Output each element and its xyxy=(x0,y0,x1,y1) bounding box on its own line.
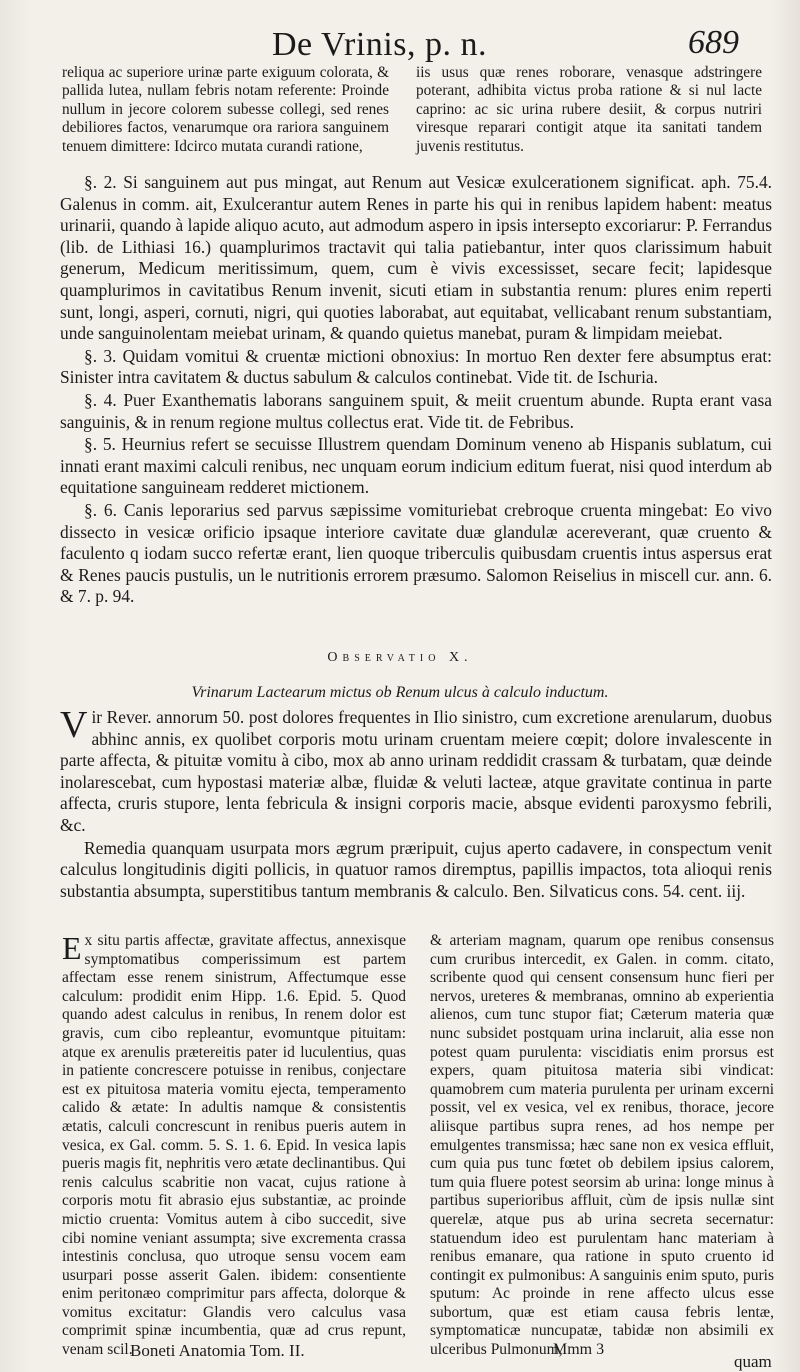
top-left-column xyxy=(62,64,389,156)
bottom-left-text: Ex situ partis affectæ, gravitate affectus, annexisque symptomatibus comperissimum est partem affectam esse renem sinistrum, Affectumque esse calculum: prodidit enim Hipp. 1.6. Epid. 5. Quod quando adest calculus in renibus, In renem dolor est gravis, cum cibo repleantur, evomuntque pituitam: atque ex arenulis prætereitis pater id luculentius, quas in patiente concrescere potuisse in renibus, conjectare est ex pituitosa materia vomitu ejecta, temperamento calido & ætate: In adultis namque & consistentis ætatis, calculi concrescunt in renibus pueris autem in vesica, ex Gal. comm. 5. S. 1. 6. Epid. In vesica lapis pueris magis fit, nephritis vero ætate declinantibus. Qui renis calculus scabritie non vacat, cujus ratione à corporis motu fit abrasio ejus substantiæ, ac proinde mictio cruenta: Vomitus autem à cibo succedit, sive cibi nomine veniant assumpta; sive excrementa crassa intestinis conclusa, quo utroque sensu vocem eam usurpari posse asserit Galen. ibidem: consentiente enim peritonæo comprimitur pars affecta, dolorque & vomitus excitatur: Glandis vero calculus vasa comprimit spinæ incumbentia, quæ ad crus repunt, venam scil. xyxy=(62,930,406,1359)
footer-signature-mark: Mmm 3 xyxy=(553,1341,605,1358)
section-5: §. 5. Heurnius refert se secuisse Illustrem quendam Dominum veneno ab Hispanis sublatum, cui innati erant maximi calculi renibus, nec unquam eorum indicium editum fuerat, nisi quod interdum ab equitatione sanguineam redderet mictionem. xyxy=(60,434,772,498)
bottom-left-column xyxy=(62,932,406,1360)
section-2: §. 2. Si sanguinem aut pus mingat, aut Renum aut Vesicæ exulcerationem significat. aph. 75.4. Galenus in comm. ait, Exulcerantur autem Renes in parte his qui in renibus lapidem habent: meatus urinarii, quando à lapide aliquo acuto, aut admodum aspero in ipsis intersepto excoriarur: P. Ferrandus (lib. de Lithiasi 16.) quamplurimos tractavit qui talia patiebantur, inter quos clarissimum habuit generum, Medicum meritissimum, quem, cum è vivis excessisset, secare fecit; lapidesque quamplurimos in cavitatibus Renum invenit, sicuti etiam in substantia renum: plures enim reperti sunt, longi, asperi, cornuti, nigri, qui quoties laborabat, aut equitabat, vellicabant renum substantiam, unde sanguinolentam meiebat urinam, & quando quietus manebat, puram & limpidam meiebat. xyxy=(60,172,772,344)
observation-paragraph-2: Remedia quanquam usurpata mors ægrum præripuit, cujus aperto cadavere, in conspectum venit calculus longitudinis digiti pollicis, in quatuor ramos diremptus, papillis impactos, tota alioqui renis substantia absumpta, superstitibus tantum membranis & calculo. Ben. Silvaticus cons. 54. cent. iij. xyxy=(60,837,772,901)
section-4: §. 4. Puer Exanthematis laborans sanguinem spuit, & meiit cruentum abunde. Rupta erant vasa sanguinis, & in renum regione multus collectus erat. Vide tit. de Febribus. xyxy=(60,389,772,432)
observation-paragraph-1: Vir Rever. annorum 50. post dolores frequentes in Ilio sinistro, cum excretione arenularum, duobus abhinc annis, ex quolibet corporis motu urinam cruentam meiere cœpit; dolore invalescente in parte affecta, & pituitæ vomitu à cibo, mox ab anno urinam reddidit crassam & turbatam, quæ deinde inolarescebat, cum hypostasi materiæ albæ, fluidæ & veluti lacteæ, atque gravitate continua in parte affecta, cruris stupore, lenta febricula & insigni corporis macie, absque evidenti paroxysmo febrili, &c. xyxy=(60,704,772,835)
section-6: §. 6. Canis leporarius sed parvus sæpissime vomituriebat crebroque cruenta mingebat: Eo vivo dissecto in vesicæ orificio ipsaque interiore cavitate duæ glandulæ acereverant, quæ cruento & faculento q iodam succo refertæ erant, lien quoque triberculis quibusdam cruentis intus aspersus erat & Renes paucis pustulis, un le nutritionis errorem præsumo. Salomon Reiselius in miscell cur. ann. 6. & 7. p. 94. xyxy=(60,499,772,607)
observation-heading: Observatio X. xyxy=(327,650,473,665)
footer-signature-left: Boneti Anatomia Tom. II. xyxy=(130,1341,305,1360)
footer-catchword: quam xyxy=(734,1352,772,1371)
observation-body xyxy=(60,704,772,903)
sections-block xyxy=(60,172,772,609)
top-right-column xyxy=(416,64,762,156)
bottom-right-text: & arteriam magnam, quarum ope renibus consensus cum cruribus intercedit, ex Galen. in comm. citato, scribente quod qui censent consensum hunc fieri per nervos, ureteres & membranas, omnino ab experientia alienos, cum tunc stupor fiat; Cæterum materia quæ nunc subsidet postquam urina inclaruit, alia esse non potest quam purulenta: viscidiatis enim prorsus est expers, quam pituitosa materia sibi vindicat: quamobrem cum materia purulenta per urinam excerni possit, vel ex vesica, vel ex renibus, thorace, jecore aliisque partibus supra renes, ad hos nempe per emulgentes transmissa; hæc sane non ex vesica effluit, cum quia pus tunc fœtet ob debilem ipsius calorem, tum quia fluere potest seorsim ab urina: longe minus à partibus superioribus affluit, cùm de ipsis nullæ sint querelæ, atque pus ab urina secreta secernatur: statuendum ideo est purulentam hanc materiam à renibus emanare, qua ratione in sputo cruento id contingit ex pulmonibus: A sanguinis enim sputo, puris sputum: Ac proinde in rene affecto ulcus esse subortum, quæ est etiam causa febris lentæ, symptomaticæ nuncupatæ, tabidæ non absimili ex ulceribus Pulmonum, xyxy=(430,932,774,1359)
page-header xyxy=(0,14,800,64)
top-left-text: reliqua ac superiore urinæ parte exiguum colorata, & pallida lutea, nullam febris notam referente: Proinde nullum in jecore colorem subesse collegi, sed renes debiliores factos, venarumque ora rariora sanguinem tenuem dimittere: Idcirco mutata curandi ratione, xyxy=(62,64,389,155)
page-number: 689 xyxy=(688,24,739,61)
running-title: De Vrinis, p. n. xyxy=(272,26,487,63)
section-3: §. 3. Quidam vomitui & cruentæ mictioni obnoxius: In mortuo Ren dexter fere absumptus erat: Sinister intra cavitatem & ductus sabulum & calculos continebat. Vide tit. de Ischuria. xyxy=(60,345,772,388)
observation-subtitle: Vrinarum Lactearum mictus ob Renum ulcus à calculo inductum. xyxy=(191,684,609,701)
bottom-right-column xyxy=(430,932,774,1360)
top-right-text: iis usus quæ renes roborare, venasque adstringere poterant, adhibita victus proba ratione & si nul lacte caprino: ac sic urina rubere desiit, & corpus nutriri viresque reparari contigit atque ita sanitati tandem juvenis restitutus. xyxy=(416,64,762,155)
